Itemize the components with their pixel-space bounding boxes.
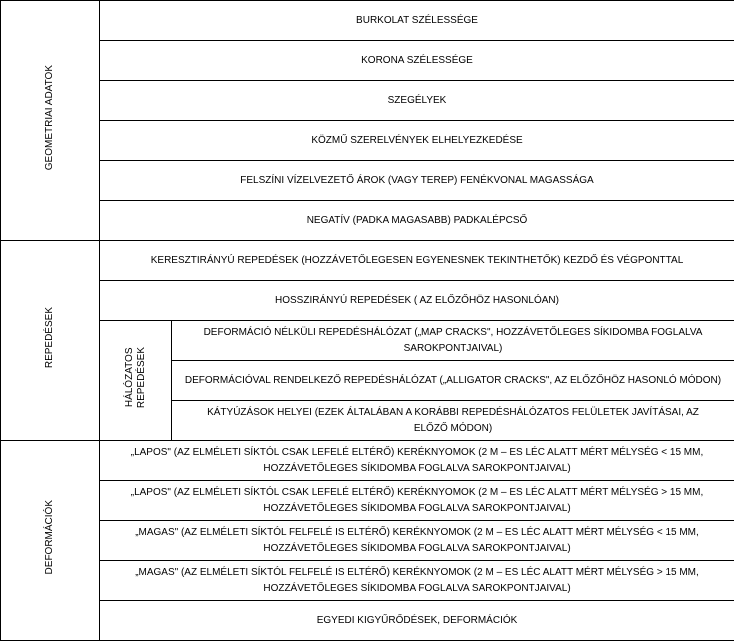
table-row: [1, 521, 734, 561]
table-row: [1, 321, 734, 361]
table-row: [1, 201, 734, 241]
subcategory-network-cracks: [100, 321, 172, 441]
table-row: [1, 441, 734, 481]
row-item: „MAGAS" (AZ ELMÉLETI SÍKTÓL FELFELÉ IS ELTÉRŐ) KERÉKNYOMOK (2 M – ES LÉC ALATT MÉRT MÉLYSÉG > 15 MM, HOZZÁVETŐLEGES SÍKIDOMBA FOGLALVA SAROKPONTJAIVAL): [100, 561, 734, 601]
category-cracks: [1, 241, 100, 441]
table-row: [1, 1, 734, 41]
row-item: KÖZMŰ SZERELVÉNYEK ELHELYEZKEDÉSE: [100, 121, 734, 161]
row-item: „MAGAS" (AZ ELMÉLETI SÍKTÓL FELFELÉ IS ELTÉRŐ) KERÉKNYOMOK (2 M – ES LÉC ALATT MÉRT MÉLYSÉG < 15 MM, HOZZÁVETŐLEGES SÍKIDOMBA FOGLALVA SAROKPONTJAIVAL): [100, 521, 734, 561]
table-row: [1, 601, 734, 641]
category-label: GEOMETRIAI ADATOK: [44, 64, 55, 171]
table-row: [1, 281, 734, 321]
table-row: [1, 481, 734, 521]
row-item: EGYEDI KIGYŰRŐDÉSEK, DEFORMÁCIÓK: [100, 601, 734, 641]
table-row: [1, 241, 734, 281]
row-item: KERESZTIRÁNYÚ REPEDÉSEK (HOZZÁVETŐLEGESEN EGYENESNEK TEKINTHETŐK) KEZDŐ ÉS VÉGPONTTAL: [100, 241, 734, 281]
row-item: HOSSZIRÁNYÚ REPEDÉSEK ( AZ ELŐZŐHÖZ HASONLÓAN): [100, 281, 734, 321]
table-row: [1, 81, 734, 121]
category-geometry: [1, 1, 100, 241]
row-item: KORONA SZÉLESSÉGE: [100, 41, 734, 81]
row-item: DEFORMÁCIÓVAL RENDELKEZŐ REPEDÉSHÁLÓZAT („ALLIGATOR CRACKS", AZ ELŐZŐHÖZ HASONLÓ MÓDON): [172, 361, 734, 401]
category-deformations: [1, 441, 100, 641]
row-item: NEGATÍV (PADKA MAGASABB) PADKALÉPCSŐ: [100, 201, 734, 241]
row-item: KÁTYÚZÁSOK HELYEI (EZEK ÁLTALÁBAN A KORÁBBI REPEDÉSHÁLÓZATOS FELÜLETEK JAVÍTÁSAI, AZ ELŐZŐ MÓDON): [172, 401, 734, 441]
table-row: [1, 161, 734, 201]
table-row: [1, 561, 734, 601]
subcategory-label: HÁLÓZATOS REPEDÉSEK: [123, 346, 147, 409]
row-item: DEFORMÁCIÓ NÉLKÜLI REPEDÉSHÁLÓZAT („MAP CRACKS", HOZZÁVETŐLEGES SÍKIDOMBA FOGLALVA SAROKPONTJAIVAL): [172, 321, 734, 361]
row-item: SZEGÉLYEK: [100, 81, 734, 121]
row-item: „LAPOS" (AZ ELMÉLETI SÍKTÓL CSAK LEFELÉ ELTÉRŐ) KERÉKNYOMOK (2 M – ES LÉC ALATT MÉRT MÉLYSÉG < 15 MM, HOZZÁVETŐLEGES SÍKIDOMBA FOGLALVA SAROKPONTJAIVAL): [100, 441, 734, 481]
category-label: DEFORMÁCIÓK: [44, 500, 55, 575]
table-row: [1, 121, 734, 161]
row-item: „LAPOS" (AZ ELMÉLETI SÍKTÓL CSAK LEFELÉ ELTÉRŐ) KERÉKNYOMOK (2 M – ES LÉC ALATT MÉRT MÉLYSÉG > 15 MM, HOZZÁVETŐLEGES SÍKIDOMBA FOGLALVA SAROKPONTJAIVAL): [100, 481, 734, 521]
row-item: BURKOLAT SZÉLESSÉGE: [100, 1, 734, 41]
table-row: [1, 41, 734, 81]
category-label: REPEDÉSEK: [44, 306, 55, 369]
row-item: FELSZÍNI VÍZELVEZETŐ ÁROK (VAGY TEREP) FENÉKVONAL MAGASSÁGA: [100, 161, 734, 201]
